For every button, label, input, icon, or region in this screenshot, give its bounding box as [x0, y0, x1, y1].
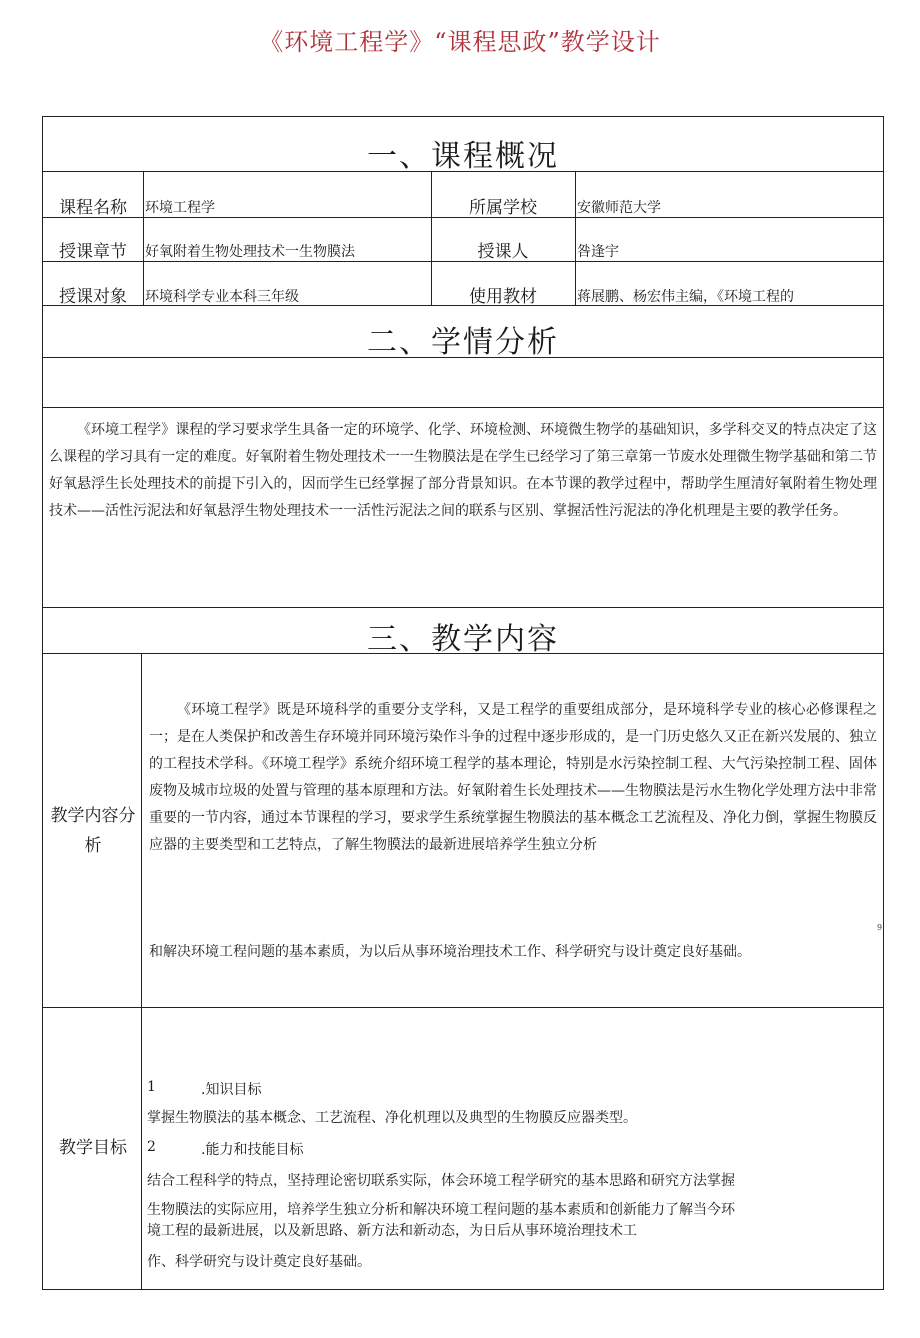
audience-value: 环境科学专业本科三年级: [145, 289, 299, 305]
goal-text-line: 作、科学研究与设计奠定良好基础。: [147, 1254, 371, 1270]
course-design-table: [42, 116, 884, 1290]
audience-label: 授课对象: [59, 287, 127, 307]
content-text-2: 和解决环境工程问题的基本素质，为以后从事环境治理技术工作、科学研究与设计奠定良好基础。: [149, 944, 751, 960]
goal-item-number: 2: [147, 1139, 156, 1155]
teaching-goals-label: 教学目标: [59, 1138, 127, 1158]
course-name-label: 课程名称: [59, 198, 127, 218]
content-paragraph: [149, 697, 877, 859]
textbook-label: 使用教材: [469, 287, 537, 307]
goal-item-title: .知识目标: [201, 1082, 262, 1098]
school-label: 所属学校: [469, 198, 537, 218]
course-name-value: 环境工程学: [145, 200, 215, 216]
section-heading-analysis: 二、学情分析: [367, 325, 559, 360]
content-text-1: 《环境工程学》既是环境科学的重要分支学科，又是工程学的重要组成部分，是环境科学专业的核心必修课程之一；是在人类保护和改善生存环境并同环境污染作斗争的过程中逐步形成的，是一门历史悠久又正在新兴发展的、独立的工程技术学科。《环境工程学》系统介绍环境工程学的基本理论，特别是水污染控制工程、大气污染控制工程、固体废物及城市垃圾的处置与管理的基本原理和方法。好氧附着生长处理技术——生物膜法是污水生物化学处理方法中非常重要的一节内容，通过本节课程的学习，要求学生系统掌握生物膜法的基本概念工艺流程及、净化力倒，掌握生物膜反应器的主要类型和工艺特点，了解生物膜法的最新进展培养学生独立分析: [149, 702, 877, 853]
teacher-value: 咎逢宇: [577, 244, 619, 260]
teacher-label: 授课人: [477, 242, 529, 262]
goal-text-line: 境工程的最新进展，以及新思路、新方法和新动态，为日后从事环境治理技术工: [147, 1223, 637, 1239]
goal-text-line: 结合工程科学的特点，坚持理论密切联系实际，体会环境工程学研究的基本思路和研究方法掌握: [147, 1173, 735, 1189]
content-analysis-label: 教学内容分析: [50, 806, 136, 856]
content-paragraph-2: [149, 939, 877, 966]
section-heading-content: 三、教学内容: [367, 622, 559, 657]
goal-text-line: 生物膜法的实际应用，培养学生独立分析和解决环境工程问题的基本素质和创新能力了解当今环: [147, 1202, 735, 1218]
row-divider: [43, 1007, 883, 1008]
goal-item-title: .能力和技能目标: [201, 1142, 304, 1158]
analysis-paragraph: [49, 417, 877, 525]
textbook-value: 蒋展鹏、杨宏伟主编，《环境工程的: [577, 289, 794, 305]
row-divider: [43, 607, 883, 608]
col-divider: [575, 171, 576, 305]
goal-item-number: 1: [147, 1079, 156, 1095]
analysis-text: 《环境工程学》课程的学习要求学生具备一定的环境学、化学、环境检测、环境微生物学的基础知识，多学科交叉的特点决定了这么课程的学习具有一定的难度。好氧附着生物处理技术一一生物膜法是在学生已经学习了第三章第一节废水处理微生物学基础和第二节好氧悬浮生长处理技术的前提下引入的，因而学生已经掌握了部分背景知识。在本节课的教学过程中，帮助学生厘清好氧附着生物处理技术——活性污泥法和好氧悬浮生物处理技术一一活性污泥法之间的联系与区别、掌握活性污泥法的净化机理是主要的教学任务。: [49, 422, 877, 519]
document-title: 《环境工程学》“课程思政”教学设计: [259, 28, 661, 56]
page-mark: 9: [877, 923, 883, 932]
chapter-label: 授课章节: [59, 242, 127, 262]
col-divider: [141, 653, 142, 1289]
school-value: 安徽师范大学: [577, 200, 661, 216]
chapter-value: 好氧附着生物处理技术一生物膜法: [145, 244, 355, 260]
row-divider: [43, 407, 883, 408]
section-heading-overview: 一、课程概况: [367, 139, 559, 174]
col-divider: [143, 171, 144, 305]
goal-item-text: 掌握生物膜法的基本概念、工艺流程、净化机理以及典型的生物膜反应器类型。: [147, 1110, 637, 1126]
